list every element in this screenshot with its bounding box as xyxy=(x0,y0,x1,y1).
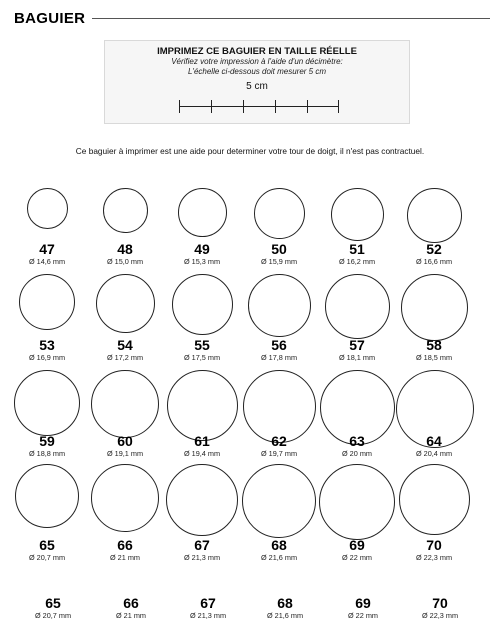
page-header xyxy=(14,8,490,28)
ring-size-52 xyxy=(396,188,472,266)
ring-size-number: 67 xyxy=(200,595,216,611)
ring-circle xyxy=(319,464,395,540)
ring-diameter: Ø 15,0 mm xyxy=(106,257,144,266)
ring-diameter: Ø 18,5 mm xyxy=(415,353,453,362)
ring-size-number: 48 xyxy=(117,241,133,257)
ring-circle xyxy=(325,274,390,339)
ring-diameter: Ø 14,6 mm xyxy=(28,257,66,266)
ring-size-number: 62 xyxy=(271,433,287,449)
ring-size-63 xyxy=(319,370,395,458)
ring-diameter: Ø 19,7 mm xyxy=(260,449,298,458)
ring-size-number: 64 xyxy=(426,433,442,449)
ring-diameter: Ø 17,2 mm xyxy=(106,353,144,362)
ring-circle xyxy=(401,274,468,341)
scale-tick xyxy=(275,100,276,113)
bottom-label-68 xyxy=(247,596,323,620)
ring-size-65 xyxy=(9,464,85,562)
ring-size-57 xyxy=(319,274,395,362)
print-instructions-line-2: L'échelle ci-dessous doit mesurer 5 cm xyxy=(187,67,327,76)
ring-diameter: Ø 21,6 mm xyxy=(266,611,304,620)
ring-size-number: 65 xyxy=(45,595,61,611)
page-title: BAGUIER xyxy=(14,9,86,27)
ring-size-number: 69 xyxy=(349,537,365,553)
ring-circle xyxy=(248,274,311,337)
ring-size-number: 53 xyxy=(39,337,55,353)
bottom-label-66 xyxy=(93,596,169,620)
ring-size-number: 54 xyxy=(117,337,133,353)
ring-circle xyxy=(91,464,159,532)
ring-diameter: Ø 21 mm xyxy=(109,553,140,562)
scale-ruler-bar xyxy=(179,106,339,107)
ring-size-number: 70 xyxy=(426,537,442,553)
ring-circle xyxy=(331,188,384,241)
ring-size-number: 55 xyxy=(194,337,210,353)
ring-size-70 xyxy=(396,464,472,562)
ring-size-number: 67 xyxy=(194,537,210,553)
ring-diameter: Ø 22 mm xyxy=(341,553,372,562)
ring-size-50 xyxy=(241,188,317,266)
ring-size-number: 69 xyxy=(355,595,371,611)
ring-diameter: Ø 21,3 mm xyxy=(189,611,227,620)
ring-circle xyxy=(91,370,159,438)
ring-diameter: Ø 22 mm xyxy=(347,611,378,620)
print-instructions-box xyxy=(104,40,410,124)
ring-size-60 xyxy=(87,370,163,458)
disclaimer-text: Ce baguier à imprimer est une aide pour determiner votre tour de doigt, il n'est pas contractuel. xyxy=(75,146,425,156)
ring-diameter: Ø 15,9 mm xyxy=(260,257,298,266)
ring-size-58 xyxy=(396,274,472,362)
scale-tick xyxy=(338,100,339,113)
print-instructions-line-1: Vérifiez votre impression à l'aide d'un décimètre: xyxy=(171,57,343,66)
ring-size-67 xyxy=(164,464,240,562)
ring-diameter: Ø 19,4 mm xyxy=(183,449,221,458)
ring-circle xyxy=(172,274,233,335)
ring-diameter: Ø 21,6 mm xyxy=(260,553,298,562)
ring-diameter: Ø 17,5 mm xyxy=(183,353,221,362)
ring-circle xyxy=(14,370,80,436)
ring-diameter: Ø 20,7 mm xyxy=(34,611,72,620)
ring-circle xyxy=(254,188,305,239)
bottom-label-70 xyxy=(402,596,478,620)
ring-size-59 xyxy=(9,370,85,458)
ring-circle xyxy=(19,274,75,330)
ring-size-51 xyxy=(319,188,395,266)
ring-circle xyxy=(27,188,68,229)
ring-size-54 xyxy=(87,274,163,362)
scale-tick xyxy=(307,100,308,113)
ring-size-48 xyxy=(87,188,163,266)
ring-diameter: Ø 18,8 mm xyxy=(28,449,66,458)
print-instructions-title: IMPRIMEZ CE BAGUIER EN TAILLE RÉELLE xyxy=(157,46,357,57)
bottom-label-67 xyxy=(170,596,246,620)
bottom-label-69 xyxy=(325,596,401,620)
ring-circle xyxy=(166,464,238,536)
ring-size-number: 50 xyxy=(271,241,287,257)
ring-size-number: 61 xyxy=(194,433,210,449)
scale-label: 5 cm xyxy=(246,81,268,92)
ring-diameter: Ø 17,8 mm xyxy=(260,353,298,362)
ring-size-61 xyxy=(164,370,240,458)
ring-size-47 xyxy=(9,188,85,266)
ring-size-64 xyxy=(396,370,472,458)
ring-circle xyxy=(242,464,316,538)
ring-size-49 xyxy=(164,188,240,266)
ring-size-number: 66 xyxy=(117,537,133,553)
ring-size-number: 56 xyxy=(271,337,287,353)
ring-diameter: Ø 21,3 mm xyxy=(183,553,221,562)
ring-diameter: Ø 22,3 mm xyxy=(415,553,453,562)
ring-diameter: Ø 16,2 mm xyxy=(338,257,376,266)
ring-size-66 xyxy=(87,464,163,562)
ring-circle xyxy=(407,188,462,243)
ring-diameter: Ø 20,4 mm xyxy=(415,449,453,458)
ring-diameter: Ø 16,9 mm xyxy=(28,353,66,362)
ring-diameter: Ø 18,1 mm xyxy=(338,353,376,362)
ring-size-number: 68 xyxy=(277,595,293,611)
ring-diameter: Ø 20,7 mm xyxy=(28,553,66,562)
scale-tick xyxy=(243,100,244,113)
ring-diameter: Ø 22,3 mm xyxy=(421,611,459,620)
ring-size-number: 60 xyxy=(117,433,133,449)
scale-tick xyxy=(211,100,212,113)
ring-size-56 xyxy=(241,274,317,362)
ring-circle xyxy=(96,274,155,333)
scale-tick xyxy=(179,100,180,113)
ring-size-62 xyxy=(241,370,317,458)
ring-size-number: 57 xyxy=(349,337,365,353)
ring-size-number: 52 xyxy=(426,241,442,257)
ring-circle xyxy=(103,188,148,233)
ring-size-number: 63 xyxy=(349,433,365,449)
ring-circle xyxy=(167,370,238,441)
ring-diameter: Ø 19,1 mm xyxy=(106,449,144,458)
ring-size-number: 68 xyxy=(271,537,287,553)
ring-size-number: 70 xyxy=(432,595,448,611)
ring-size-69 xyxy=(319,464,395,562)
ring-size-number: 47 xyxy=(39,241,55,257)
ring-diameter: Ø 15,3 mm xyxy=(183,257,221,266)
ring-size-number: 59 xyxy=(39,433,55,449)
ring-diameter: Ø 20 mm xyxy=(341,449,372,458)
ring-size-68 xyxy=(241,464,317,562)
scale-ruler xyxy=(179,99,339,113)
ring-size-53 xyxy=(9,274,85,362)
ring-circle xyxy=(178,188,227,237)
bottom-label-65 xyxy=(15,596,91,620)
ring-size-number: 58 xyxy=(426,337,442,353)
ring-circle xyxy=(15,464,79,528)
ring-size-number: 65 xyxy=(39,537,55,553)
ring-circle xyxy=(399,464,470,535)
ring-size-number: 66 xyxy=(123,595,139,611)
ring-size-number: 51 xyxy=(349,241,365,257)
ring-diameter: Ø 16,6 mm xyxy=(415,257,453,266)
ring-size-number: 49 xyxy=(194,241,210,257)
ring-size-55 xyxy=(164,274,240,362)
ring-diameter: Ø 21 mm xyxy=(115,611,146,620)
header-rule xyxy=(92,18,490,19)
